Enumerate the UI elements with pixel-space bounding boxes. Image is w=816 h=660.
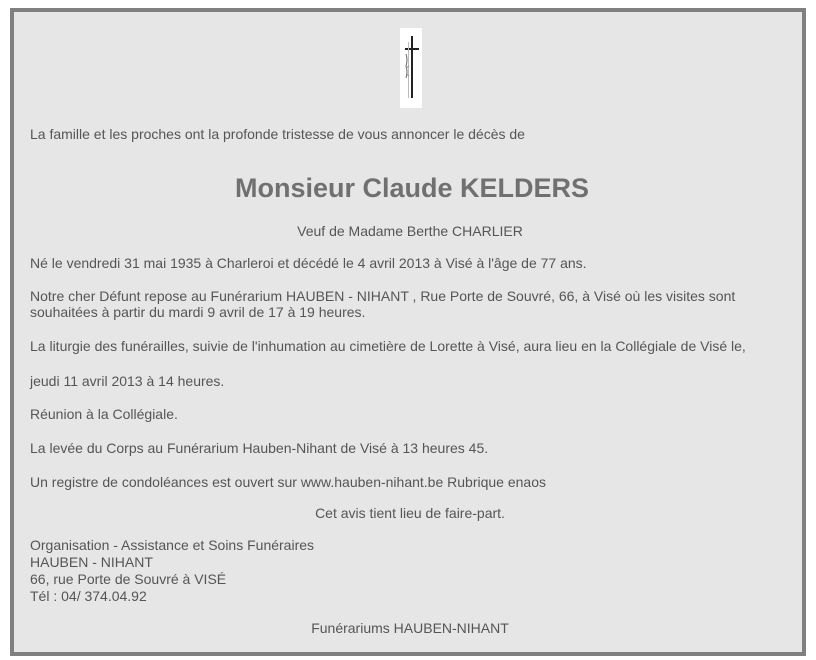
footer-text: Funérariums HAUBEN-NIHANT [311, 620, 509, 636]
repose-text-line1: Notre cher Défunt repose au Funérarium HAUBEN - NIHANT , Rue Porte de Souvré, 66, à Visé où les visites sont [30, 288, 736, 304]
obituary-notice [10, 8, 806, 656]
cross-icon [400, 28, 422, 108]
organisation-company: HAUBEN - NIHANT [30, 554, 153, 570]
liturgy-text: La liturgie des funérailles, suivie de l'inhumation au cimetière de Lorette à Visé, aura lieu en la Collégiale de Visé le, [30, 338, 746, 354]
notice-text: Cet avis tient lieu de faire-part. [315, 505, 505, 521]
meeting-text: Réunion à la Collégiale. [30, 406, 178, 422]
widowed-of: Veuf de Madame Berthe CHARLIER [297, 223, 523, 239]
cross-image [400, 28, 422, 108]
birth-death-text: Né le vendredi 31 mai 1935 à Charleroi et décédé le 4 avril 2013 à Visé à l'âge de 77 ans. [30, 255, 587, 271]
register-text: Un registre de condoléances est ouvert sur www.hauben-nihant.be Rubrique enaos [30, 474, 546, 490]
departure-text: La levée du Corps au Funérarium Hauben-Nihant de Visé à 13 heures 45. [30, 440, 489, 456]
repose-text-line2: souhaitées à partir du mardi 9 avril de 17 à 19 heures. [30, 304, 366, 320]
organisation-title: Organisation - Assistance et Soins Funéraires [30, 537, 315, 553]
organisation-phone: Tél : 04/ 374.04.92 [30, 588, 147, 604]
deceased-name: Monsieur Claude KELDERS [234, 173, 590, 203]
organisation-address: 66, rue Porte de Souvré à VISÉ [30, 571, 227, 587]
liturgy-date: jeudi 11 avril 2013 à 14 heures. [30, 373, 225, 389]
intro-text: La famille et les proches ont la profonde tristesse de vous annoncer le décès de [30, 126, 525, 142]
